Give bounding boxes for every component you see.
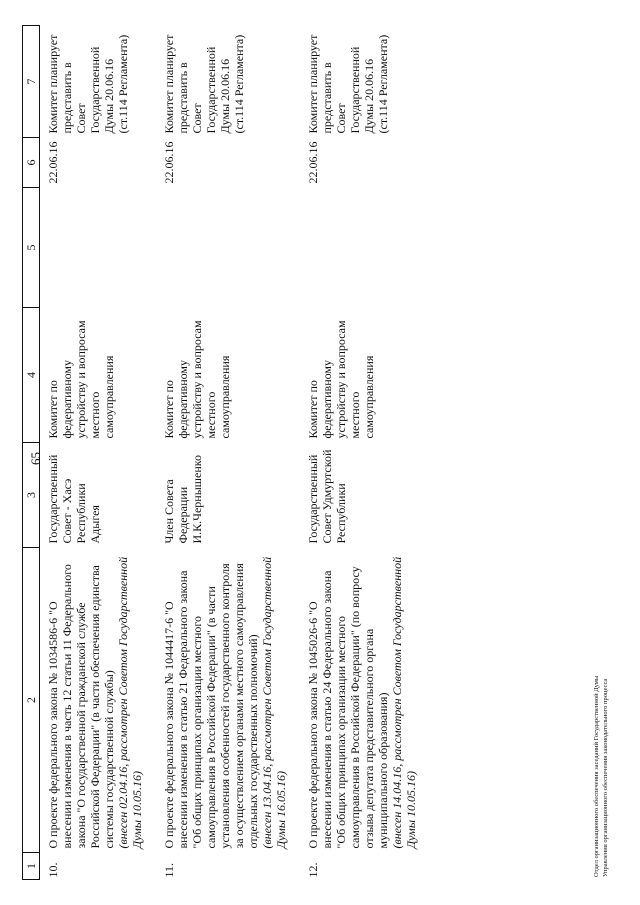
page-number: 65 <box>28 452 43 465</box>
column-header: 7 <box>23 26 40 138</box>
plan: Комитет планирует представить в Совет Государственной Думы 20.06.16 (ст.114 Регламента) <box>306 34 390 134</box>
column-header: 3 <box>23 443 40 548</box>
committee: Комитет по федеративному устройству и вопросам местного самоуправления <box>46 320 116 439</box>
committee: Комитет по федеративному устройству и вопросам местного самоуправления <box>162 320 232 439</box>
column-header: 1 <box>23 853 40 880</box>
bill-description <box>40 548 147 853</box>
row-number: 10. <box>46 862 60 878</box>
bill-body: "О внесении изменения в часть 12 статьи 11 Федерального закона "О государственной гражданской службе Российской Федерации" (в части обеспечения единства системы государственной службы) <box>46 564 116 849</box>
row-number: 12. <box>306 862 320 878</box>
bill-note: (внесен 13.04.16, рассмотрен Советом Государственной Думы 16.05.16) <box>260 556 288 849</box>
bill-note: (внесен 02.04.16, рассмотрен Советом Государственной Думы 10.05.16) <box>116 556 144 849</box>
column-5-value <box>156 188 290 308</box>
column-header: 6 <box>23 138 40 188</box>
date: 22.06.16 <box>46 141 60 184</box>
table-header-row <box>23 26 40 880</box>
plan: Комитет планирует представить в Совет Государственной Думы 20.06.16 (ст.114 Регламента) <box>162 34 246 134</box>
plan: Комитет планирует представить в Совет Государственной Думы 20.06.16 (ст.114 Регламента) <box>46 34 130 134</box>
table-row <box>156 26 290 880</box>
bills-table <box>22 25 420 880</box>
row-number: 11. <box>162 862 176 878</box>
footer <box>592 676 610 877</box>
column-header: 4 <box>23 308 40 443</box>
bill-description <box>300 548 420 853</box>
bill-note: (внесен 14.04.16, рассмотрен Советом Государственной Думы 10.05.16) <box>390 556 418 849</box>
bill-title: О проекте федерального закона № 1034586-6 <box>46 617 60 849</box>
column-header: 5 <box>23 188 40 308</box>
bill-title: О проекте федерального закона № 1045026-6 <box>306 617 320 849</box>
column-header: 2 <box>23 548 40 853</box>
date: 22.06.16 <box>162 141 176 184</box>
column-5-value <box>300 188 420 308</box>
initiator: Государственный Совет - Хасэ Республики Адыгея <box>46 454 102 544</box>
footer-line: Управления организационного обеспечения законодательного процесса <box>602 678 609 877</box>
initiator: Член Совета Федерации И.К.Чернышенко <box>162 455 204 544</box>
footer-line: Отдел организационного обеспечения заседаний Государственной Думы <box>593 675 600 877</box>
bill-title: О проекте федерального закона № 1044417-6 <box>162 617 176 849</box>
column-5-value <box>40 188 147 308</box>
committee: Комитет по федеративному устройству и вопросам местного самоуправления <box>306 320 376 439</box>
bill-body: "О внесении изменения в статью 24 Федерального закона "Об общих принципах организации местного самоуправления в Российской Федерации" (по вопросу отзыва депутата представительного органа муниципального образования) <box>306 566 390 849</box>
bill-description <box>156 548 290 853</box>
initiator: Государственный Совет Удмуртской Республики <box>306 449 348 544</box>
table-row <box>300 26 420 880</box>
bill-body: "О внесении изменения в статью 21 Федерального закона "Об общих принципах организации местного самоуправления в Российской Федерации" (в части установления особенностей государственного контроля за осуществлением органами местного самоуправления отдельных государственных полномочий) <box>162 563 260 849</box>
date: 22.06.16 <box>306 141 320 184</box>
table-row <box>40 26 147 880</box>
